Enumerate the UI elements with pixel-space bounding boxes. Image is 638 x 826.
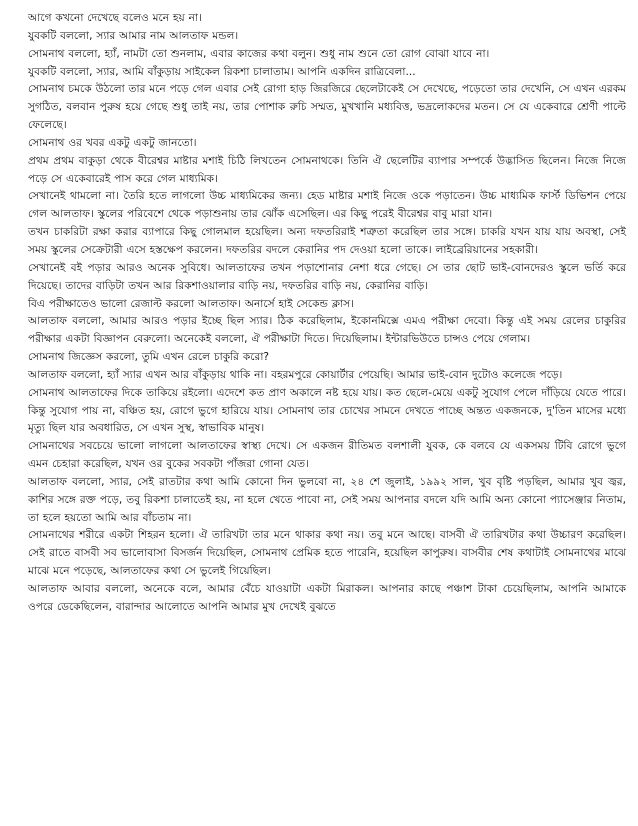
paragraph: সোমনাথ আলতাফের দিকে তাকিয়ে রইলো। এদেশে কত প্রাণ অকালে নষ্ট হয়ে যায়। কত ছেলে-মেয়ে একটু সুযোগ পেলে দাঁড়িয়ে যেতে পারে। কিন্তু সুযোগ পায় না, বঞ্চিত হয়, রোগে ভুগে হারিয়ে যায়। সোমনাথ তার চোখের সামনে দেখতে পাচ্ছে অন্তত একজনকে, দু'তিন মাসের মধ্যে মৃত্যু ছিল যার অবধারিত, সে এখন সুস্থ, স্বাভাবিক মানুষ। bbox=[28, 386, 626, 435]
paragraph: যুবকটি বললো, স্যার আমার নাম আলতাফ মন্ডল। bbox=[28, 29, 239, 42]
paragraph: সোমনাথ চমকে উঠলো তার মনে পড়ে গেল এবার সেই রোগা হাড় জিরজিরে ছেলেটাকেই সে দেখেছে, পড়েতো তার দেখেনি, সে এখন এরকম সুগঠিত, বলবান পুরুষ হয়ে গেছে শুধু তাই নয়, তার পোশাক রুচি সম্মত, মুখখানি মধ্যবিত্ত, ভদ্রলোকদের মতন। সে যে একেবারে শ্রেণী পাল্টে ফেলেছে। bbox=[28, 83, 626, 132]
paragraph: বিএ পরীক্ষাতেও ভালো রেজাল্ট করলো আলতাফ। অনার্সে হাই সেকেন্ড ক্লাস। bbox=[28, 297, 354, 310]
paragraph: সেখানেই বই পড়ার আরও অনেক সুবিধে। আলতাফের তখন পড়াশোনার নেশা ধরে গেছে। সে তার ছোট ভাই-বোনদেরও স্কুলে ভর্তি করে দিয়েছে। তাদের বাড়িটা তখন আর রিকশাওয়ালার বাড়ি নয়, দফতরির বাড়ি নয়, কেরানির বাড়ি। bbox=[28, 261, 626, 292]
paragraph: প্রথম প্রথম বাকুড়া থেকে বীরেশ্বর মাষ্টার মশাই চিঠি লিখতেন সোমনাথকে। তিনি ঐ ছেলেটির ব্যাপার সম্পর্কে উদ্ভাসিত ছিলেন। নিজে নিজে পড়ে সে একেবারেই পাস করে গেল মাধ্যমিক। bbox=[28, 154, 626, 185]
paragraph: আলতাফ বললো, আমার আরও পড়ার ইচ্ছে ছিল স্যার। ঠিক করেছিলাম, ইকোনমিক্সে এমএ পরীক্ষা দেবো। কিন্তু এই সময় রেলের চাকুরির পরীক্ষার একটা বিজ্ঞাপন বেরুলো। অনেকেই বললো, ঐ পরীক্ষাটা দিতে। দিয়েছিলাম। ইন্টারভিউতে চান্সও পেয়ে গেলাম। bbox=[28, 315, 626, 346]
paragraph: তখন চাকরিটা রক্ষা করার ব্যাপারে কিছু গোলমাল হয়েছিল। অন্য দফতরিরাই শত্রুতা করেছিল তার সঙ্গে। চাকরি যখন যায় যায় অবস্থা, সেই সময় স্কুলের সেক্রেটারী এসে হস্তক্ষেপ করলেন। দফতরির বদলে কেরানির পদ দেওয়া হলো তাকে। লাইব্রেরিয়ানের সহকারী। bbox=[28, 226, 626, 256]
paragraph: আলতাফ আবার বললো, অনেকে বলে, আমার বেঁচে যাওয়াটা একটা মিরাকল। আপনার কাছে পঞ্চাশ টাকা চেয়েছিলাম, আপনি আমাকে ওপরে ডেকেছিলেন, বারান্দার আলোতে আপনি আমার মুখ দেখেই বুঝতে bbox=[28, 583, 626, 613]
paragraph: সোমনাথ বললো, হ্যাঁ, নামটা তো শুনলাম, এবার কাজের কথা বলুন। শুধু নাম শুনে তো রোগ বোঝা যাবে না। bbox=[28, 47, 490, 60]
paragraph: সোমনাথ জিজ্ঞেস করলো, তুমি এখন রেলে চাকুরি করো? bbox=[28, 351, 270, 364]
paragraph: আগে কখনো দেখেছে বলেও মনে হয় না। bbox=[28, 12, 202, 24]
paragraph: সোমনাথ ওর খবর একটু একটু জানতো। bbox=[28, 136, 197, 149]
paragraph: সোমনাথের শরীরে একটা শিহরন হলো। ঐ তারিখটা তার মনে থাকার কথা নয়। তবু মনে আছে। বাসবী ঐ তারিখটার কথা উচ্চারণ করেছিল। সেই রাতে বাসবী সব ভালোবাসা বিসর্জন দিয়েছিল, সোমনাথ প্রেমিক হতে পারেনি, হয়েছিল কাপুরুষ। বাসবীর শেষ কথাটাই সোমনাথের মাঝে মাঝে মনে পড়েছে, আলতাফের কথা সে ভুলেই গিয়েছিল। bbox=[28, 529, 626, 578]
paragraph: আলতাফ বললো, হ্যাঁ স্যার এখন আর বাঁকুড়ায় থাকি না। বহরমপুরে কোয়ার্টার পেয়েছি। আমার ভাই-বোন দুটোও কলেজে পড়ে। bbox=[28, 368, 563, 381]
paragraph: সোমনাথের সবচেয়ে ভালো লাগলো আলতাফের স্বাস্থ্য দেখে। সে একজন রীতিমত বলশালী যুবক, কে বলবে যে একসময় টিবি রোগে ভুগে এমন চেহারা করেছিল, যখন ওর বুকের সবকটা পাঁজরা গোনা যেত। bbox=[28, 440, 626, 471]
paragraph: যুবকটি বললো, স্যার, আমি বাঁকুড়ায় সাইকেল রিকশা চালাতাম। আপনি একদিন রাত্রিবেলা... bbox=[28, 65, 416, 78]
paragraph: আলতাফ বললো, স্যার, সেই রাতটার কথা আমি কোনো দিন ভুলবো না, ২৪ শে জুলাই, ১৯৯২ সাল, খুব বৃষ্টি পড়ছিল, আমার খুব জ্বর, কাশির সঙ্গে রক্ত পড়ে, তবু রিকশা চালাতেই হয়, না হলে খেতে পাবো না, সেই সময় আপনার বদলে যদি আমি অন্য কোনো প্যাসেঞ্জার নিতাম, তা হলে হয়তো আমি আর বাঁচতাম না। bbox=[28, 475, 626, 524]
paragraph: সেখানেই থামলো না। তৈরি হতে লাগলো উচ্চ মাধ্যমিকের জন্য। হেড মাষ্টার মশাই নিজে ওকে পড়াতেন। উচ্চ মাধ্যমিক ফার্স্ট ডিভিশন পেয়ে গেল আলতাফ। স্কুলের পরিবেশে থেকে পড়াশুনায় তার ঝোঁক এসেছিল। এর কিছু পরেই বীরেশ্বর বাবু মারা যান। bbox=[28, 190, 626, 221]
